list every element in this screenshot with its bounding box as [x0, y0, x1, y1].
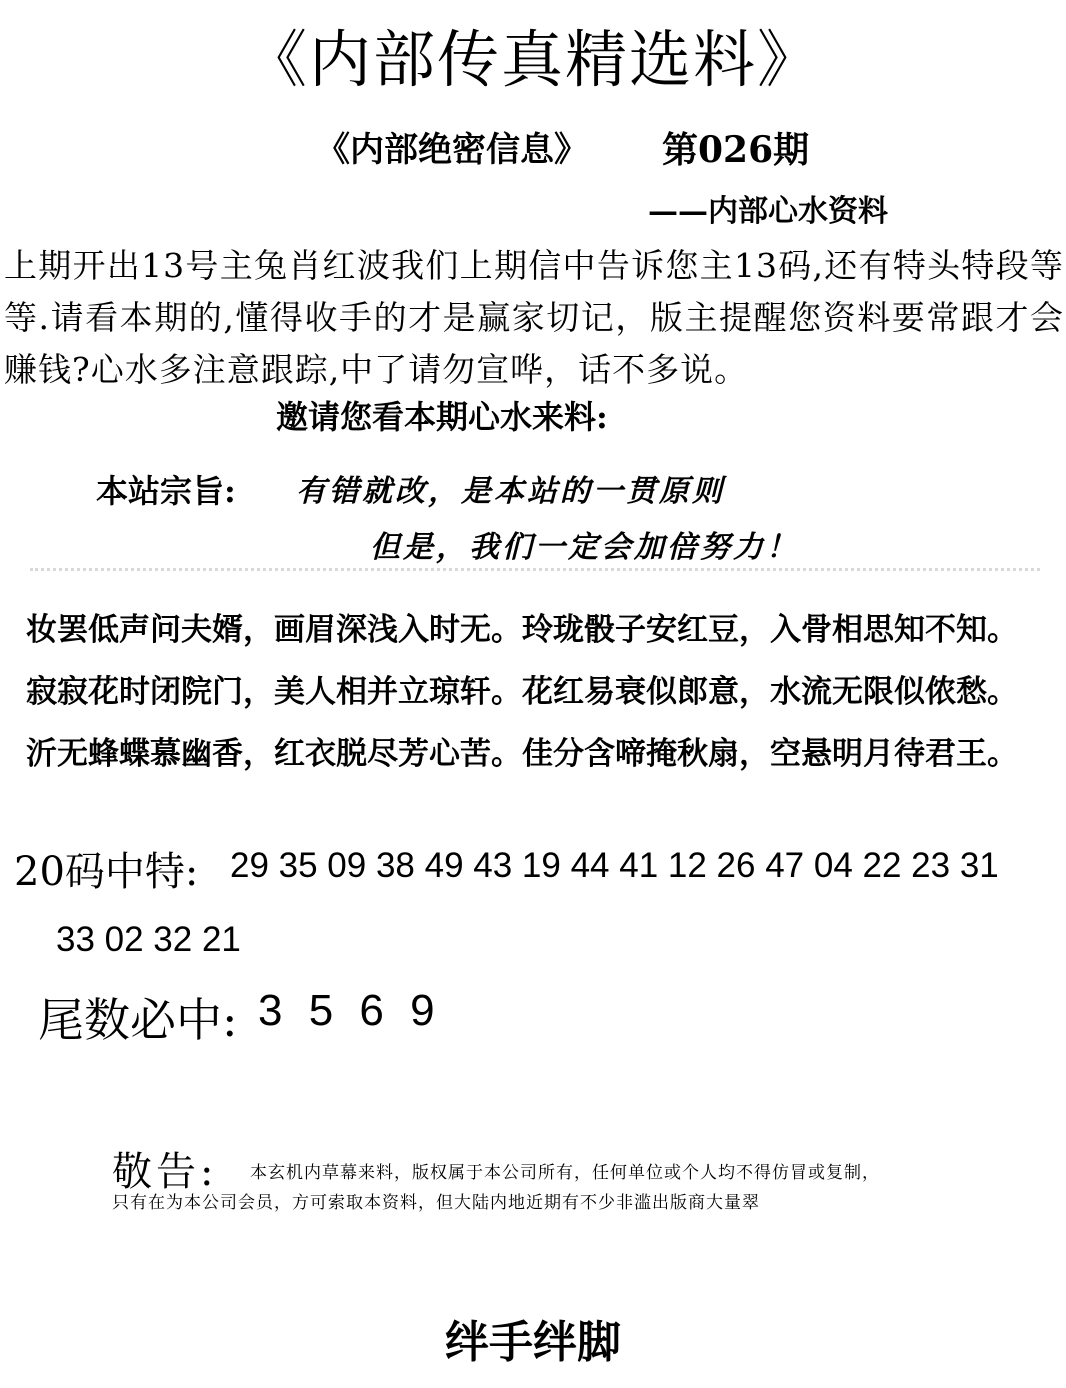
poem-line-3: 沂无蜂蝶慕幽香，红衣脱尽芳心苦。佳分含啼掩秋扇，空悬明月待君王。 [26, 736, 1018, 772]
page-title: 《内部传真精选料》 [244, 23, 821, 96]
tenet-line-1: 有错就改，是本站的一贯原则 [296, 474, 725, 509]
subtitle: 《内部绝密信息》 [316, 130, 588, 170]
notice-line-1: 本玄机内草幕来料，版权属于本公司所有，任何单位或个人均不得仿冒或复制， [250, 1163, 880, 1183]
notice-label: 敬告: [112, 1149, 218, 1195]
tenet-line-2: 但是，我们一定会加倍努力！ [370, 530, 799, 565]
intro-paragraph: 上期开出13号主兔肖红波我们上期信中告诉您主13码,还有特头特段等等.请看本期的,懂得收手的才是赢家切记，版主提醒您资料要常跟才会赚钱?心水多注意跟踪,中了请勿宣哗，话不多说。 [4, 246, 1064, 389]
notice-line-2: 只有在为本公司会员，方可索取本资料，但大陆内地近期有不少非滥出版商大量翠 [112, 1193, 760, 1213]
source-line: ——内部心水资料 [648, 194, 888, 229]
tail-label: 尾数必中: [38, 993, 238, 1047]
dotted-divider [30, 568, 1040, 575]
picks-numbers-line-1: 29 35 09 38 49 43 19 44 41 12 26 47 04 22 23 31 [230, 846, 999, 885]
poem-line-1: 妆罢低声问夫婿，画眉深浅入时无。玲珑骰子安红豆，入骨相思知不知。 [26, 612, 1018, 648]
poem-line-2: 寂寂花时闭院门，美人相并立琼轩。花红易衰似郎意，水流无限似侬愁。 [26, 674, 1018, 710]
picks-numbers-line-2: 33 02 32 21 [56, 920, 241, 959]
tenet-label: 本站宗旨: [96, 472, 236, 510]
invite-line: 邀请您看本期心水来料: [276, 398, 608, 436]
issue-number: 第026期 [662, 129, 810, 171]
picks-label: 20码中特: [14, 849, 199, 895]
tail-values: 3 5 6 9 [258, 986, 435, 1035]
footer-text: 绊手绊脚 [445, 1317, 621, 1368]
